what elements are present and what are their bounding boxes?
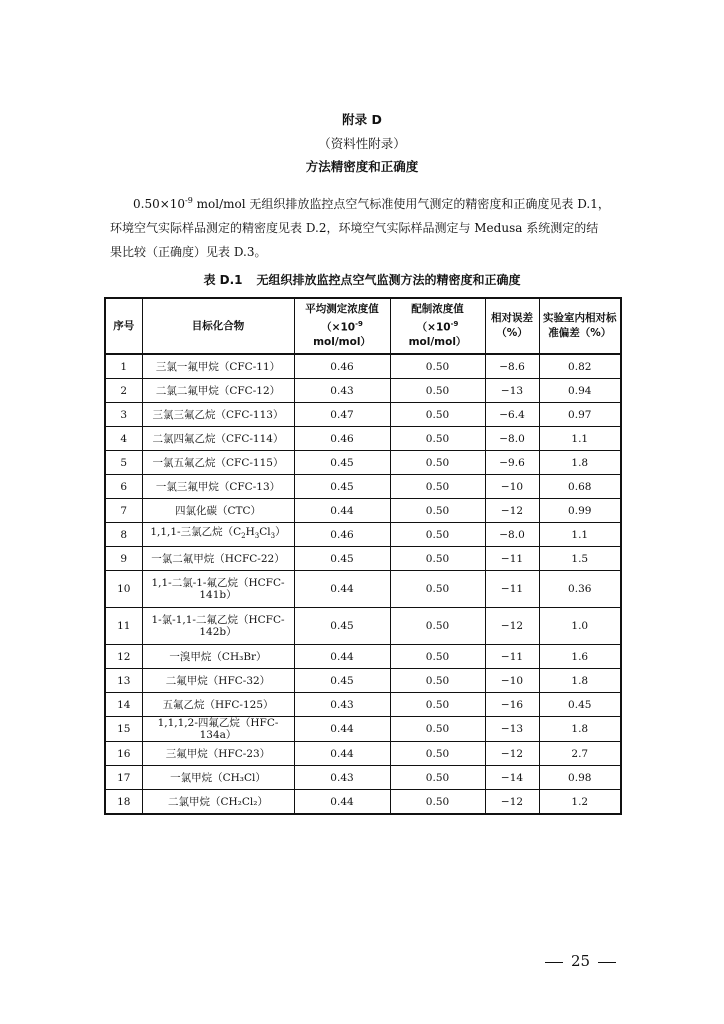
cell-seq: 2 — [105, 379, 142, 403]
cell-prepared: 0.50 — [390, 608, 485, 645]
table-row — [105, 451, 621, 475]
header-rel-label: 相对误差 — [491, 312, 533, 324]
cell-seq: 1 — [105, 354, 142, 379]
cell-relative-error: −12 — [485, 742, 539, 766]
cell-mean: 0.47 — [294, 403, 390, 427]
cell-rsd: 0.97 — [539, 403, 621, 427]
cell-compound: 四氯化碳（CTC） — [142, 499, 294, 523]
intro-line-1-post: mol/mol 无组织排放监控点空气标准使用气测定的精密度和正确度见表 D.1， — [192, 197, 610, 211]
cell-mean: 0.45 — [294, 475, 390, 499]
table-row — [105, 790, 621, 815]
table-row — [105, 354, 621, 379]
header-mean-label: 平均测定浓度值 — [305, 302, 379, 315]
compound-name-line: 141b） — [199, 589, 237, 601]
cell-prepared: 0.50 — [390, 475, 485, 499]
table-label: 表 D.1 — [203, 273, 243, 287]
cell-mean: 0.43 — [294, 693, 390, 717]
cell-rsd: 0.36 — [539, 571, 621, 608]
cell-compound: 一氯五氟乙烷（CFC-115） — [142, 451, 294, 475]
cell-relative-error: −10 — [485, 475, 539, 499]
cell-seq: 3 — [105, 403, 142, 427]
cell-compound: 一氯二氟甲烷（HCFC-22） — [142, 547, 294, 571]
cell-relative-error: −6.4 — [485, 403, 539, 427]
cell-rsd: 1.2 — [539, 790, 621, 815]
table-row — [105, 608, 621, 645]
header-rsd — [539, 298, 621, 354]
cell-compound: 二氯甲烷（CH₂Cl₂） — [142, 790, 294, 815]
cell-mean: 0.44 — [294, 790, 390, 815]
cell-relative-error: −11 — [485, 645, 539, 669]
header-mean-unit-a: （×10 — [321, 321, 356, 334]
cell-mean: 0.45 — [294, 547, 390, 571]
cell-rsd: 1.1 — [539, 427, 621, 451]
cell-relative-error: −10 — [485, 669, 539, 693]
subscript: 3 — [254, 532, 260, 541]
header-mean-exp: -9 — [355, 319, 363, 328]
subscript: 3 — [270, 532, 276, 541]
cell-relative-error: −11 — [485, 571, 539, 608]
header-rsd-label-a: 实验室内相对标 — [543, 312, 617, 324]
cell-seq: 13 — [105, 669, 142, 693]
compound-name-line: 142b） — [199, 626, 237, 638]
intro-line-3: 果比较（正确度）见表 D.3。 — [110, 245, 267, 259]
intro-line-2: 环境空气实际样品测定的精密度见表 D.2，环境空气实际样品测定与 Medusa 系统测定的结 — [110, 221, 599, 235]
cell-prepared: 0.50 — [390, 645, 485, 669]
cell-seq: 15 — [105, 717, 142, 742]
table-row — [105, 669, 621, 693]
cell-mean: 0.46 — [294, 523, 390, 547]
cell-prepared: 0.50 — [390, 379, 485, 403]
compound-name-part: ） — [275, 526, 286, 539]
cell-prepared: 0.50 — [390, 571, 485, 608]
compound-name-part: H — [245, 526, 255, 539]
cell-mean: 0.44 — [294, 645, 390, 669]
table-title — [0, 271, 724, 288]
appendix-heading: 方法精密度和正确度 — [305, 159, 419, 174]
cell-seq: 12 — [105, 645, 142, 669]
cell-compound: 三氯三氟乙烷（CFC-113） — [142, 403, 294, 427]
cell-rsd: 0.94 — [539, 379, 621, 403]
cell-relative-error: −9.6 — [485, 451, 539, 475]
cell-prepared: 0.50 — [390, 451, 485, 475]
intro-exponent: -9 — [185, 196, 193, 205]
cell-relative-error: −16 — [485, 693, 539, 717]
cell-mean: 0.45 — [294, 669, 390, 693]
cell-prepared: 0.50 — [390, 427, 485, 451]
cell-prepared: 0.50 — [390, 790, 485, 815]
cell-mean: 0.44 — [294, 499, 390, 523]
header-mean — [294, 298, 390, 354]
header-compound: 目标化合物 — [142, 298, 294, 354]
cell-relative-error: −8.0 — [485, 427, 539, 451]
cell-relative-error: −14 — [485, 766, 539, 790]
cell-rsd: 1.0 — [539, 608, 621, 645]
page-number — [537, 952, 624, 970]
table-row — [105, 766, 621, 790]
cell-prepared: 0.50 — [390, 717, 485, 742]
cell-rsd: 1.8 — [539, 669, 621, 693]
cell-seq: 11 — [105, 608, 142, 645]
cell-rsd: 0.99 — [539, 499, 621, 523]
header-relative-error — [485, 298, 539, 354]
cell-compound — [142, 608, 294, 645]
appendix-subtitle: （资料性附录） — [318, 136, 406, 151]
cell-prepared: 0.50 — [390, 742, 485, 766]
cell-prepared: 0.50 — [390, 354, 485, 379]
cell-prepared: 0.50 — [390, 403, 485, 427]
cell-mean: 0.44 — [294, 571, 390, 608]
header-seq: 序号 — [105, 298, 142, 354]
cell-prepared: 0.50 — [390, 693, 485, 717]
intro-line-1-pre: 0.50×10 — [133, 197, 186, 211]
cell-mean: 0.43 — [294, 379, 390, 403]
cell-relative-error: −12 — [485, 608, 539, 645]
cell-compound — [142, 523, 294, 547]
cell-compound: 五氟乙烷（HFC-125） — [142, 693, 294, 717]
cell-compound: 三氯一氟甲烷（CFC-11） — [142, 354, 294, 379]
table-row — [105, 645, 621, 669]
table-header-row — [105, 298, 621, 354]
table-row — [105, 717, 621, 742]
cell-rsd: 1.8 — [539, 451, 621, 475]
cell-rsd: 1.6 — [539, 645, 621, 669]
cell-rsd: 2.7 — [539, 742, 621, 766]
table-row — [105, 742, 621, 766]
cell-relative-error: −12 — [485, 790, 539, 815]
cell-prepared: 0.50 — [390, 523, 485, 547]
dash-right — [598, 962, 616, 963]
cell-rsd: 0.98 — [539, 766, 621, 790]
table-row — [105, 693, 621, 717]
cell-seq: 5 — [105, 451, 142, 475]
cell-prepared: 0.50 — [390, 766, 485, 790]
cell-prepared: 0.50 — [390, 499, 485, 523]
cell-mean: 0.45 — [294, 608, 390, 645]
cell-compound: 二氯二氟甲烷（CFC-12） — [142, 379, 294, 403]
table-title-text: 无组织排放监控点空气监测方法的精密度和正确度 — [256, 273, 521, 287]
header-prep-exp: -9 — [450, 319, 459, 328]
cell-compound: 1,1,1,2-四氟乙烷（HFC-134a） — [142, 717, 294, 742]
header-mean-unit-b: mol/mol） — [313, 336, 371, 349]
precision-table — [104, 297, 622, 815]
cell-mean: 0.46 — [294, 354, 390, 379]
cell-rsd: 0.82 — [539, 354, 621, 379]
cell-relative-error: −8.0 — [485, 523, 539, 547]
table-row — [105, 379, 621, 403]
cell-rsd: 1.1 — [539, 523, 621, 547]
cell-mean: 0.44 — [294, 742, 390, 766]
cell-seq: 8 — [105, 523, 142, 547]
cell-rsd: 1.5 — [539, 547, 621, 571]
cell-compound: 三氟甲烷（HFC-23） — [142, 742, 294, 766]
cell-seq: 14 — [105, 693, 142, 717]
cell-seq: 6 — [105, 475, 142, 499]
subscript: 2 — [241, 532, 246, 541]
table-row — [105, 403, 621, 427]
header-prepared — [390, 298, 485, 354]
cell-compound: 二氟甲烷（HFC-32） — [142, 669, 294, 693]
header-rsd-label-b: 准偏差（%） — [548, 327, 612, 339]
cell-seq: 16 — [105, 742, 142, 766]
header-prep-label: 配制浓度值 — [411, 302, 464, 315]
cell-relative-error: −13 — [485, 379, 539, 403]
cell-compound: 一氯三氟甲烷（CFC-13） — [142, 475, 294, 499]
header-rel-unit: （%） — [496, 327, 528, 339]
table-row — [105, 571, 621, 608]
cell-relative-error: −13 — [485, 717, 539, 742]
cell-mean: 0.45 — [294, 451, 390, 475]
cell-seq: 7 — [105, 499, 142, 523]
cell-rsd: 0.68 — [539, 475, 621, 499]
compound-name-line: 1-氯-1,1-二氟乙烷（HCFC- — [151, 614, 285, 626]
cell-rsd: 0.45 — [539, 693, 621, 717]
cell-prepared: 0.50 — [390, 669, 485, 693]
cell-seq: 10 — [105, 571, 142, 608]
compound-name-line: 1,1-二氯-1-氟乙烷（HCFC- — [151, 577, 285, 589]
cell-compound — [142, 571, 294, 608]
cell-relative-error: −11 — [485, 547, 539, 571]
cell-relative-error: −8.6 — [485, 354, 539, 379]
cell-mean: 0.43 — [294, 766, 390, 790]
cell-mean: 0.44 — [294, 717, 390, 742]
table-row — [105, 475, 621, 499]
cell-compound: 一氯甲烷（CH₃Cl） — [142, 766, 294, 790]
cell-compound: 二氯四氟乙烷（CFC-114） — [142, 427, 294, 451]
intro-line-1 — [133, 192, 623, 216]
cell-seq: 18 — [105, 790, 142, 815]
page-number-text: 25 — [571, 952, 591, 970]
cell-seq: 17 — [105, 766, 142, 790]
header-prep-unit-a: （×10 — [416, 321, 451, 334]
appendix-title: 附录 D — [342, 112, 382, 127]
table-row — [105, 427, 621, 451]
cell-seq: 4 — [105, 427, 142, 451]
cell-rsd: 1.8 — [539, 717, 621, 742]
compound-name-part: 1,1,1-三氯乙烷（C — [150, 526, 242, 539]
cell-compound: 一溴甲烷（CH₃Br） — [142, 645, 294, 669]
dash-left — [545, 962, 563, 963]
table-row — [105, 523, 621, 547]
cell-seq: 9 — [105, 547, 142, 571]
compound-name-part: Cl — [259, 526, 271, 539]
cell-prepared: 0.50 — [390, 547, 485, 571]
cell-relative-error: −12 — [485, 499, 539, 523]
table-row — [105, 547, 621, 571]
header-prep-unit-b: mol/mol） — [408, 336, 467, 349]
table-row — [105, 499, 621, 523]
cell-mean: 0.46 — [294, 427, 390, 451]
